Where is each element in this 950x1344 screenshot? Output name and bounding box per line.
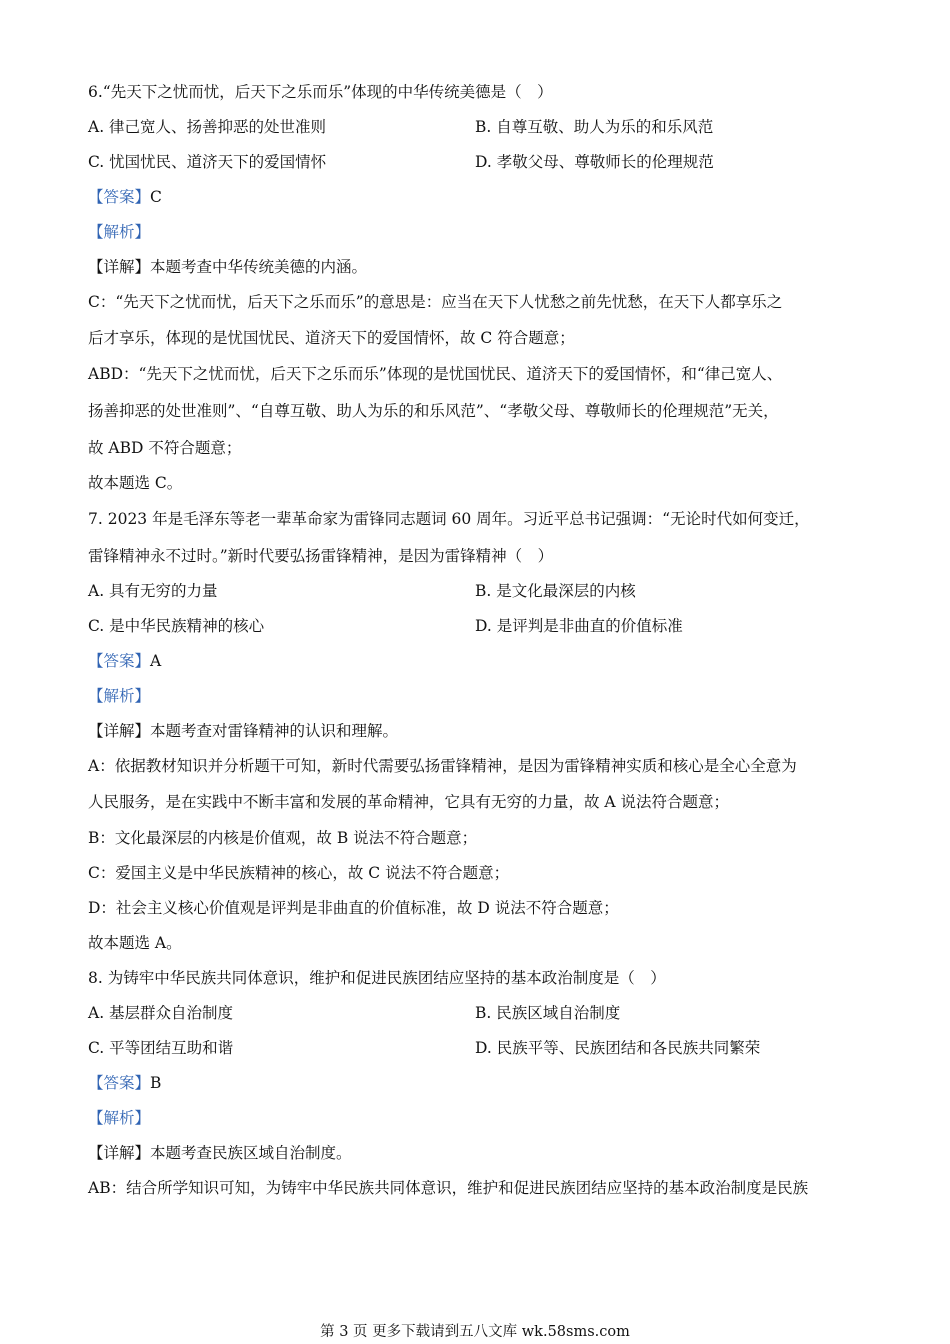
answer-tag: 【答案】 [88,652,151,670]
answer-value: C [150,188,162,206]
question-6-options-row-1 [88,116,878,138]
question-8-options-row-1 [88,1002,878,1024]
option-c: C. 平等团结互助和谐 [88,1039,234,1057]
question-6-stem: 6.“先天下之忧而忧，后天下之乐而乐”体现的中华传统美德是（ ） [88,83,553,101]
detail-line: 故 ABD 不符合题意； [88,439,242,457]
detail-line: 【详解】本题考查中华传统美德的内涵。 [88,258,368,276]
analysis-tag: 【解析】 [88,687,151,705]
option-a: A. 基层群众自治制度 [88,1004,234,1022]
detail-line: 后才享乐，体现的是忧国忧民、道济天下的爱国情怀，故 C 符合题意； [88,329,575,347]
detail-line: AB：结合所学知识可知，为铸牢中华民族共同体意识，维护和促进民族团结应坚持的基本政治制度是民族 [88,1179,809,1197]
answer-value: B [150,1074,162,1092]
detail-line: 扬善抑恶的处世准则”、“自尊互敬、助人为乐的和乐风范”、“孝敬父母、尊敬师长的伦理规范”无关， [88,402,779,420]
option-b: B. 自尊互敬、助人为乐的和乐风范 [475,118,714,136]
option-d: D. 孝敬父母、尊敬师长的伦理规范 [475,153,714,171]
option-c: C. 是中华民族精神的核心 [88,617,265,635]
detail-line: C：“先天下之忧而忧，后天下之乐而乐”的意思是：应当在天下人忧愁之前先忧愁，在天下人都享乐之 [88,293,783,311]
detail-line: D：社会主义核心价值观是评判是非曲直的价值标准，故 D 说法不符合题意； [88,899,619,917]
detail-line: C：爱国主义是中华民族精神的核心，故 C 说法不符合题意； [88,864,510,882]
question-8-stem: 8. 为铸牢中华民族共同体意识，维护和促进民族团结应坚持的基本政治制度是（ ） [88,969,666,987]
detail-line: B：文化最深层的内核是价值观，故 B 说法不符合题意； [88,829,478,847]
detail-line: ABD：“先天下之忧而忧，后天下之乐而乐”体现的是忧国忧民、道济天下的爱国情怀，和“律己宽人、 [88,365,783,383]
answer-tag: 【答案】 [88,188,151,206]
answer-line [88,186,878,208]
answer-tag: 【答案】 [88,1074,151,1092]
detail-line: 故本题选 C。 [88,474,183,492]
detail-line: 故本题选 A。 [88,934,182,952]
page-footer: 第 3 页 更多下载请到五八文库 wk.58sms.com [320,1324,630,1340]
option-b: B. 是文化最深层的内核 [475,582,636,600]
answer-value: A [150,652,162,670]
question-7-stem: 雷锋精神永不过时。”新时代要弘扬雷锋精神，是因为雷锋精神（ ） [88,547,554,565]
detail-line: A：依据教材知识并分析题干可知，新时代需要弘扬雷锋精神，是因为雷锋精神实质和核心是全心全意为 [88,757,797,775]
option-b: B. 民族区域自治制度 [475,1004,621,1022]
option-d: D. 民族平等、民族团结和各民族共同繁荣 [475,1039,761,1057]
option-d: D. 是评判是非曲直的价值标准 [475,617,683,635]
question-7-stem: 7. 2023 年是毛泽东等老一辈革命家为雷锋同志题词 60 周年。习近平总书记强调：“无论时代如何变迁， [88,510,810,528]
question-7-options-row-2 [88,615,878,637]
detail-line: 人民服务，是在实践中不断丰富和发展的革命精神，它具有无穷的力量，故 A 说法符合题意； [88,793,730,811]
question-7-options-row-1 [88,580,878,602]
answer-line [88,1072,878,1094]
answer-line [88,650,878,672]
option-c: C. 忧国忧民、道济天下的爱国情怀 [88,153,327,171]
detail-line: 【详解】本题考查民族区域自治制度。 [88,1144,352,1162]
detail-line: 【详解】本题考查对雷锋精神的认识和理解。 [88,722,399,740]
option-a: A. 律己宽人、扬善抑恶的处世准则 [88,118,327,136]
question-8-options-row-2 [88,1037,878,1059]
question-6-options-row-2 [88,151,878,173]
analysis-tag: 【解析】 [88,223,151,241]
analysis-tag: 【解析】 [88,1109,151,1127]
option-a: A. 具有无穷的力量 [88,582,218,600]
